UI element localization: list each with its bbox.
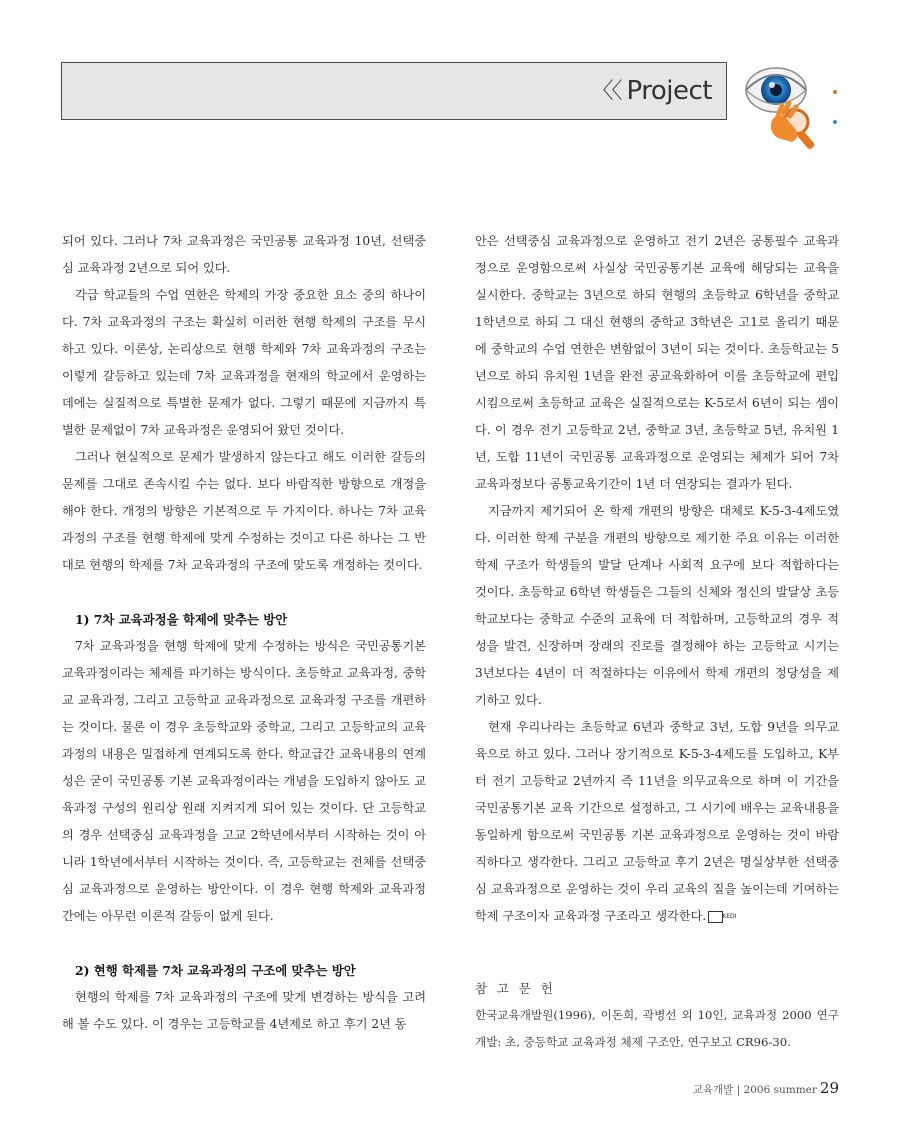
body-paragraph: 각급 학교들의 수업 연한은 학제의 가장 중요한 요소 중의 하나이다. 7차 교육과정의 구조는 확실히 이러한 현행 학제의 구조를 무시하고 있다. 이론상, 논리상으로 현행 학제와 7차 교육과정의 구조는 이렇게 갈등하고 있는데 7차 교육과정을 현재의 학교에서 운영하는 데에는 실질적으로 특별한 문제가 없다. 그렇기 때문에 지금까지 특별한 문제없이 7차 교육과정은 운영되어 왔던 것이다. — [62, 288, 426, 437]
right-column — [475, 228, 839, 930]
body-paragraph: 지금까지 제기되어 온 학제 개편의 방향은 대체로 K-5-3-4제도였다. 이러한 학제 구분을 개편의 방향으로 제기한 주요 이유는 이러한 학제 구조가 학생들의 발달 단계나 사회적 요구에 보다 적합하다는 것이다. 초등학교 6학년 학생들은 그들의 신체와 정신의 발달상 초등학교보다는 중학교 수준의 교육에 더 적합하며, 고등학교의 경우 적성을 발견, 신장하며 장래의 진로를 결정해야 하는 고등학교 시기는 3년보다는 4년이 더 적절하다는 이유에서 학제 개편의 정당성을 제기하고 있다. — [475, 504, 839, 707]
header-title: Project — [626, 76, 712, 106]
reference-entry: 한국교육개발원(1996), 이돈희, 곽병선 외 10인, 교육과정 2000 연구 개발: 초, 중등학교 교육과정 체제 구조안, 연구보고 CR96-30. — [475, 1008, 839, 1049]
body-paragraph: 7차 교육과정을 현행 학제에 맞게 수정하는 방식은 국민공통기본 교육과정이라는 체제를 파기하는 방식이다. 초등학교 교육과정, 중학교 교육과정, 그리고 고등학교 교육과정으로 교육과정 구조를 개편하는 것이다. 물론 이 경우 초등학교와 중학교, 그리고 고등학교의 교육과정의 내용은 밀접하게 연계되도록 한다. 학교급간 교육내용의 연계성은 굳이 국민공통 기본 교육과정이라는 개념을 도입하지 않아도 교육과정 구성의 원리상 원래 지켜지게 되어 있는 것이다. 단 고등학교의 경우 선택중심 교육과정을 고교 2학년에서부터 시작하는 것이 아니라 1학년에서부터 시작하는 것이다. 즉, 고등학교는 전체를 선택중심 교육과정으로 운영하는 방안이다. 이 경우 현행 학제와 교육과정간에는 아무런 이론적 갈등이 없게 된다. — [62, 639, 426, 923]
header-label — [592, 75, 712, 106]
header-banner — [61, 62, 727, 120]
double-chevron-left-icon: 〈〈 — [591, 79, 621, 104]
body-paragraph: 그러나 현실적으로 문제가 발생하지 않는다고 해도 이러한 갈등의 문제를 그대로 존속시킬 수는 없다. 보다 바람직한 방향으로 개정을 해야 한다. 개정의 방향은 기본적으로 두 가지이다. 하나는 7차 교육과정의 구조를 현행 학제에 맞게 수정하는 것이고 다른 하나는 그 반대로 현행의 학제를 7차 교육과정의 구조에 맞도록 개정하는 것이다. — [62, 450, 426, 572]
references — [475, 975, 839, 1056]
eye-magnifier-logo — [738, 64, 838, 154]
left-column — [62, 228, 426, 1038]
page-number: 29 — [819, 1079, 839, 1097]
page-footer — [693, 1079, 839, 1097]
body-paragraph — [475, 714, 839, 930]
footer-text: 교육개발 | 2006 summer — [692, 1084, 817, 1096]
section-heading: 1) 7차 교육과정을 학제에 맞추는 방안 — [75, 612, 288, 627]
body-paragraph-text: 현재 우리나라는 초등학교 6년과 중학교 3년, 도합 9년을 의무교육으로 하고 있다. 그러나 장기적으로 K-5-3-4제도를 도입하고, K부터 전기 고등학교 2년까지 즉 11년을 의무교육으로 하며 이 기간을 국민공통기본 교육 기간으로 설정하고, 그 시기에 배우는 교육내용을 동일하게 함으로써 국민공통 기본 교육과정으로 운영하는 것이 바람직하다고 생각한다. 그리고 고등학교 후기 2년은 명실상부한 선택중심 교육과정으로 운영하는 것이 우리 교육의 질을 높이는데 기여하는 학제 구조이자 교육과정 구조라고 생각한다. — [475, 720, 839, 923]
section-heading: 2) 현행 학제를 7차 교육과정의 구조에 맞추는 방안 — [75, 963, 356, 978]
references-title: 참 고 문 헌 — [475, 981, 556, 996]
end-mark-icon: KEDI — [708, 911, 723, 923]
body-paragraph: 현행의 학제를 7차 교육과정의 구조에 맞게 변경하는 방식을 고려해 볼 수도 있다. 이 경우는 고등학교를 4년제로 하고 후기 2년 동 — [62, 990, 426, 1031]
body-paragraph: 안은 선택중심 교육과정으로 운영하고 전기 2년은 공통필수 교육과정으로 운영함으로써 사실상 국민공통기본 교육에 해당되는 교육을 실시한다. 중학교는 3년으로 하되 현행의 초등학교 6학년을 중학교 1학년으로 하되 그 대신 현행의 중학교 3학년은 고1로 올리기 때문에 중학교의 수업 연한은 변함없이 3년이 되는 것이다. 초등학교는 5년으로 하되 유치원 1년을 완전 공교육화하여 이를 초등학교에 편입시킴으로써 초등학교 교육은 실질적으로는 K-5로서 6년이 되는 셈이다. 이 경우 전기 고등학교 2년, 중학교 3년, 초등학교 5년, 유치원 1년, 도합 11년이 국민공통 교육과정으로 운영되는 체제가 되어 7차 교육과정보다 공통교육기간이 1년 더 연장되는 결과가 된다. — [475, 234, 839, 491]
body-paragraph: 되어 있다. 그러나 7차 교육과정은 국민공통 교육과정 10년, 선택중심 교육과정 2년으로 되어 있다. — [62, 234, 426, 275]
